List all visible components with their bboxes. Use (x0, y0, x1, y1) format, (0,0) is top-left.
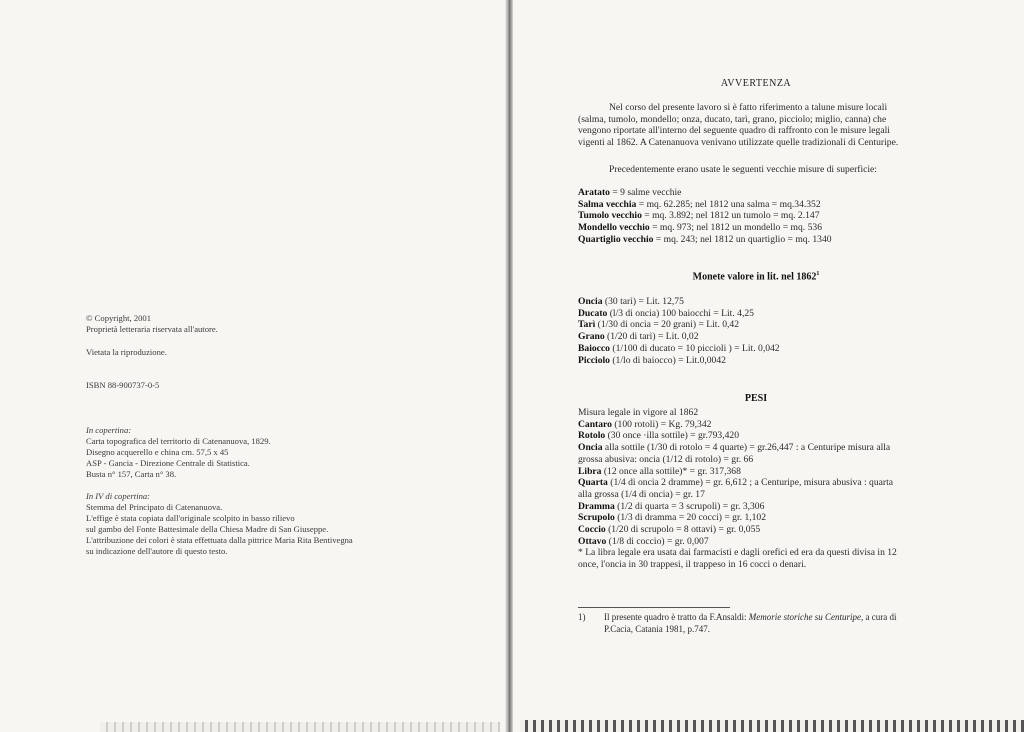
weight-name: Dramma (578, 500, 615, 512)
weight-value: (100 rotoli) = Kg. 79,342 (611, 418, 712, 430)
weight-value: alla grossa (1/4 di oncia) = gr. 17 (578, 488, 705, 500)
weight-item (578, 512, 930, 524)
coin-item (578, 355, 930, 367)
coin-item (578, 319, 930, 331)
weights-intro: Misura legale in vigore al 1862 (578, 407, 699, 418)
back-cover-line: L'effige è stata copiata dall'originale scolpito in basso rilievo (86, 513, 295, 523)
measure-value: = mq. 3.892; nel 1812 un tumolo = mq. 2.147 (641, 210, 820, 222)
coins-list (578, 296, 930, 366)
weight-item (578, 419, 930, 431)
measure-value: = mq. 62.285; nel 1812 una salma = mq.34.352 (636, 198, 821, 210)
coin-value: (30 tarì) = Lit. 12,75 (602, 296, 684, 307)
intro-line: vengono riportate all'interno del seguente quadro di raffronto con le misure legali (578, 125, 890, 137)
weight-value: (1/2 di quarta = 3 scrupoli) = gr. 3,306 (614, 500, 765, 512)
weight-value: (12 once alla sottile)* = gr. 317,368 (601, 465, 741, 477)
coin-name: Picciolo (578, 354, 610, 366)
back-cover-line: sul gambo del Fonte Battesimale della Chiesa Madre di San Giuseppe. (86, 524, 329, 534)
footnote-number: 1) (578, 612, 586, 622)
cover-line: Busta n° 157, Carta n° 38. (86, 469, 177, 479)
weight-name: Ottavo (578, 535, 607, 547)
page-title: AVVERTENZA (720, 78, 792, 89)
measure-name: Tumolo vecchio (578, 210, 642, 222)
coin-value: (1/100 di ducato = 10 piccioli ) = Lit. 0,042 (609, 342, 780, 354)
weight-value: grossa abusiva: oncia (1/12 di rotolo) = gr. 66 (578, 453, 754, 465)
previous-measures-intro: Precedentemente erano usate le seguenti vecchie misure di superficie: (609, 164, 877, 175)
coin-name: Tarì (578, 319, 596, 331)
cover-line: ASP - Gancia - Direzione Centrale di Statistica. (86, 458, 250, 468)
measure-value: = mq. 243; nel 1812 un quartiglio = mq. 1340 (653, 233, 832, 245)
measure-value: = mq. 973; nel 1812 un mondello = mq. 536 (649, 222, 822, 234)
footnote-part: Il presente quadro è tratto da F.Ansaldi: (604, 612, 749, 622)
weight-value: alla sottile (1/30 di rotolo = 4 quarte) = gr.26,447 : a Centuripe misura alla (602, 442, 891, 454)
rights-notice: Proprietà letteraria riservata all'autore. (86, 324, 218, 334)
surface-measure (578, 234, 930, 246)
weight-value: (1/3 di dramma = 20 cocci) = gr. 1,102 (614, 512, 767, 524)
measure-name: Salma vecchia (578, 198, 637, 210)
weight-value: (30 once ·illa sottile) = gr.793,420 (605, 430, 740, 442)
book-gutter (505, 0, 513, 732)
weight-value: (1/8 di coccio) = gr. 0,007 (606, 535, 709, 547)
coin-item (578, 331, 930, 343)
surface-measure (578, 199, 930, 211)
measure-name: Quartiglio vecchio (578, 233, 654, 245)
measure-name: Aratato (578, 187, 610, 198)
coins-heading-text: Monete valore in lit. nel 1862 (692, 271, 817, 283)
cover-heading: In copertina: (86, 425, 132, 435)
cover-line: Carta topografica del territorio di Catenanuova, 1829. (86, 436, 271, 446)
coin-name: Grano (578, 331, 605, 343)
measure-value: = 9 salme vecchie (609, 187, 682, 198)
weights-note-line: * La libra legale era usata dai farmacisti e dagli orefici ed era da questi divisa in 12 (578, 547, 897, 559)
intro-line: vigenti al 1862. A Catenanuova venivano utilizzate quelle tradizionali di Centuripe. (578, 137, 899, 149)
weight-value: (1/4 di oncia 2 dramme) = gr. 6,612 ; a Centuripe, misura abusiva : quarta (607, 477, 894, 489)
coin-name: Ducato (578, 307, 608, 319)
weight-name: Scrupolo (578, 512, 615, 524)
weights-heading: PESI (744, 393, 768, 404)
back-cover-heading: In IV di copertina: (86, 491, 151, 501)
left-page (0, 0, 507, 732)
weight-name: Rotolo (578, 430, 606, 442)
surface-measure (578, 210, 930, 222)
footnote-divider (578, 607, 730, 608)
weight-item (578, 454, 930, 466)
weight-item (578, 477, 930, 489)
weight-name: Oncia (578, 442, 603, 454)
left-page-bottom-edge (100, 722, 500, 732)
weight-item (578, 430, 930, 442)
measure-name: Mondello vecchio (578, 222, 650, 234)
weight-item (578, 489, 930, 501)
intro-paragraph (578, 102, 930, 149)
coin-item (578, 343, 930, 355)
coin-value: (l/3 di oncia) 100 baiocchi = Lit. 4,25 (607, 307, 754, 319)
cover-line: Disegno acquerello e china cm. 57,5 x 45 (86, 447, 229, 457)
no-reproduction: Vietata la riproduzione. (86, 347, 167, 357)
weight-name: Quarta (578, 477, 608, 489)
right-page-bottom-edge (520, 720, 1024, 732)
weight-item (578, 501, 930, 513)
coin-value: (1/20 di tarì) = Lit. 0,02 (604, 331, 699, 343)
coin-item (578, 296, 930, 308)
footnote-text (604, 612, 932, 635)
back-cover-line: Stemma del Principato di Catenanuova. (86, 502, 223, 512)
footnote-marker: 1 (816, 271, 820, 277)
coin-value: (1/lo di baiocco) = Lit.0,0042 (609, 354, 726, 366)
coin-item (578, 308, 930, 320)
weight-value: (1/20 di scrupolo = 8 ottavi) = gr. 0,055 (605, 524, 761, 536)
coin-value: (1/30 di oncia = 20 grani) = Lit. 0,42 (595, 319, 740, 331)
footnote-part: , a cura di (860, 612, 897, 622)
weight-item (578, 536, 930, 548)
weight-item (578, 466, 930, 478)
intro-line: Nel corso del presente lavoro si è fatto riferimento a talune misure locali (609, 102, 888, 113)
isbn: ISBN 88-900737-0-5 (86, 380, 160, 390)
surface-measure (578, 187, 930, 199)
back-cover-line: su indicazione dell'autore di questo testo. (86, 546, 228, 556)
footnote-book-title: Memorie storiche su Centuripe (748, 612, 861, 622)
surface-measures-list (578, 187, 930, 246)
back-cover-line: L'attribuzione dei colori è stata effettuata dalla pittrice Maria Rita Bentivegna (86, 535, 353, 545)
intro-line: (salma, tumolo, mondello; onza, ducato, tarì, grano, picciolo; miglio, canna) che (578, 113, 887, 125)
weights-list (578, 407, 930, 571)
coin-name: Oncia (578, 296, 603, 307)
weight-item (578, 442, 930, 454)
weight-item (578, 524, 930, 536)
weight-name: Cantaro (578, 418, 612, 430)
copyright: © Copyright, 2001 (86, 313, 152, 323)
surface-measure (578, 222, 930, 234)
coins-heading (578, 271, 934, 282)
coin-name: Baiocco (578, 342, 610, 354)
weight-name: Libra (578, 465, 602, 477)
footnote-line: P.Cacia, Catania 1981, p.747. (604, 623, 710, 634)
weight-name: Coccio (578, 524, 606, 536)
weights-note-line: once, l'oncia in 30 trappesi, il trappeso in 16 cocci o denari. (578, 559, 807, 571)
